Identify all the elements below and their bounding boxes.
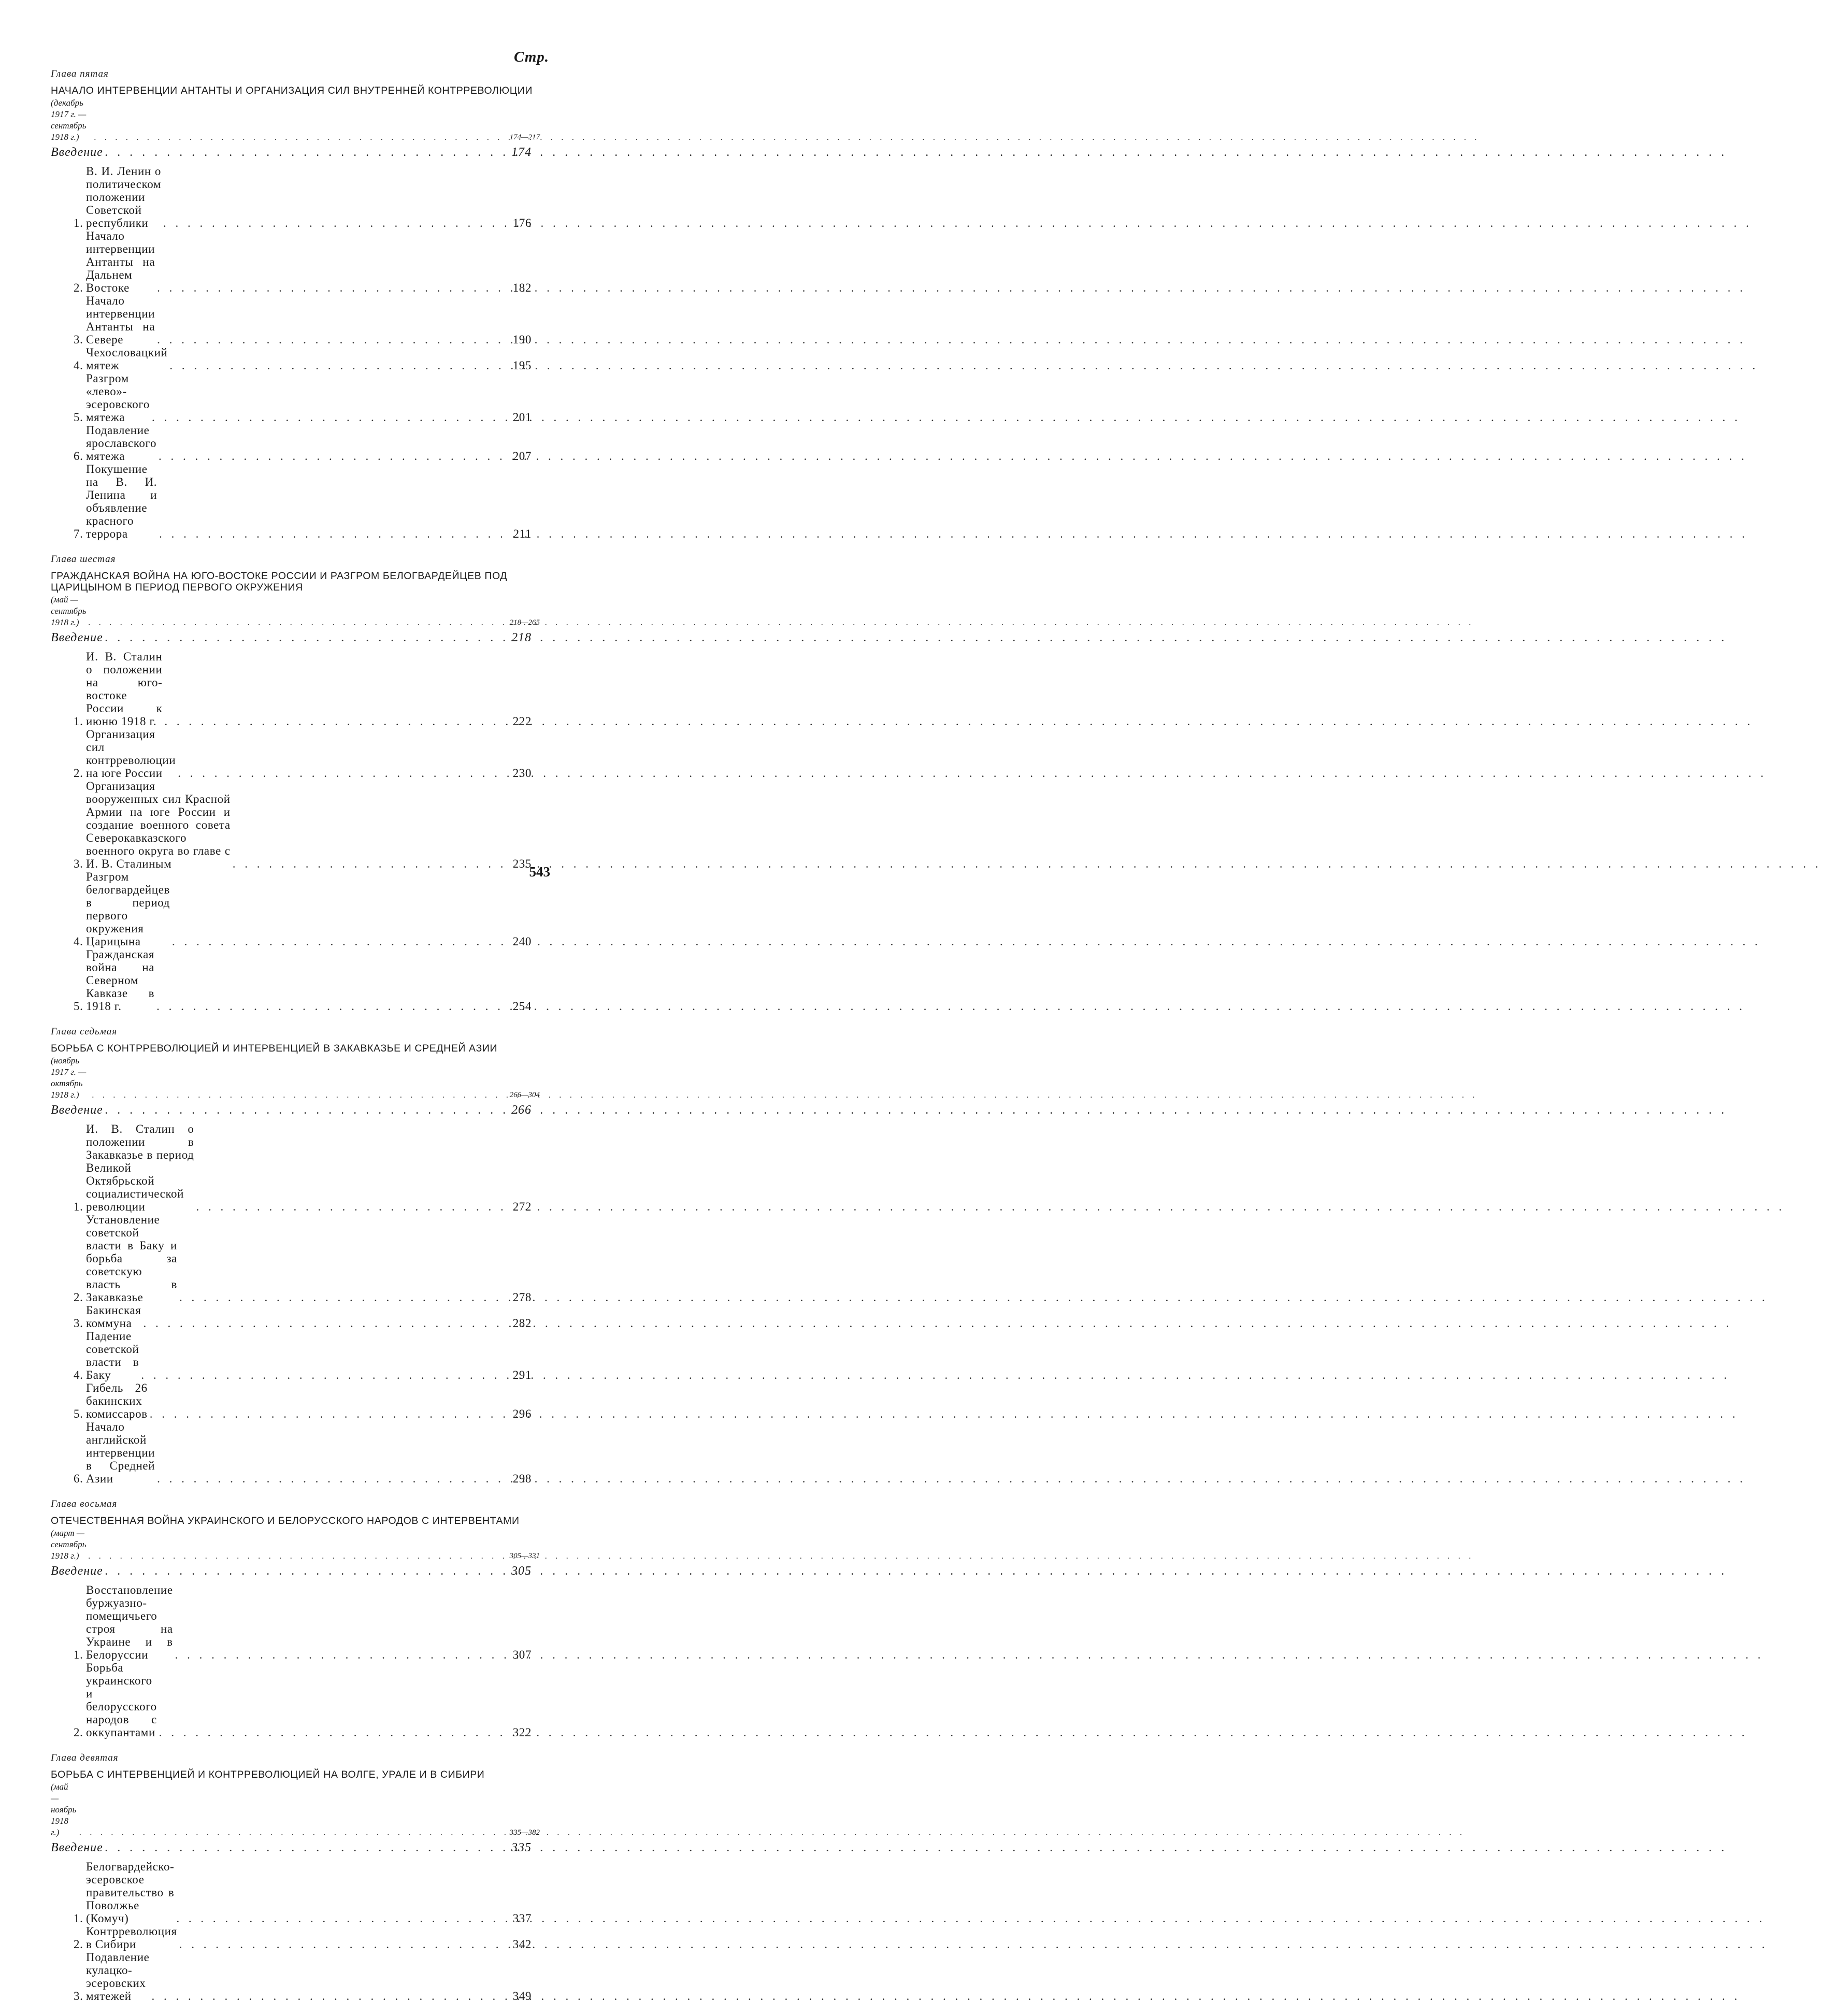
leader-dots: [196, 1200, 510, 1213]
chapter-dates-line: [51, 97, 540, 143]
entry-number: 2.: [74, 767, 83, 780]
toc-entry[interactable]: [74, 1122, 532, 1213]
intro-entry[interactable]: [51, 1564, 532, 1578]
entry-page: 195: [512, 359, 532, 372]
chapter-label: Глава восьмая: [51, 1499, 118, 1509]
entry-number: 1.: [74, 217, 83, 229]
chapter-page-range: 218—265: [509, 618, 540, 627]
entry-number: 5.: [74, 1000, 83, 1013]
entry-number: 4.: [74, 1369, 83, 1381]
leader-dots: [179, 1938, 511, 1951]
intro-page: 335: [511, 1841, 532, 1854]
entry-number: 3.: [74, 333, 83, 346]
entry-title: Организация вооруженных сил Красной Армии на юге России и создание военного совета Северокавказского военного округа во главе с И. В. Сталиным: [86, 780, 231, 870]
entry-title: Разгром «лево»-эсеровского мятежа: [86, 372, 150, 424]
chapter-dates: (ноябрь 1917 г. — октябрь 1918 г.): [51, 1056, 87, 1100]
chapter-page-range: 305—331: [509, 1552, 540, 1560]
entry-page: 182: [512, 281, 532, 294]
leader-dots: [92, 1089, 508, 1101]
entry-title: Гибель 26 бакинских комиссаров: [86, 1381, 148, 1420]
leader-dots: [159, 450, 511, 463]
entry-title: Белогвардейско-эсеровское правительство в Поволжье (Комуч): [86, 1860, 175, 1925]
leader-dots: [88, 1550, 507, 1562]
entry-page: 254: [512, 1000, 532, 1013]
entry-page: 349: [512, 1990, 532, 2003]
leader-dots: [164, 715, 510, 728]
chapter-dates-line: [51, 594, 540, 628]
toc-entry[interactable]: [74, 1381, 532, 1420]
chapter-dates-line: [51, 1055, 540, 1101]
leader-dots: [175, 1648, 511, 1661]
entry-number: 6.: [74, 1472, 83, 1485]
leader-dots: [79, 1827, 508, 1838]
intro-page: 266: [511, 1103, 532, 1117]
chapter-dates-line: [51, 1781, 540, 1838]
toc-entry[interactable]: [74, 294, 532, 346]
chapter-label: Глава седьмая: [51, 1026, 118, 1037]
entry-number: 2.: [74, 1938, 83, 1951]
leader-dots: [159, 527, 511, 540]
entry-number: 1.: [74, 1648, 83, 1661]
entry-title: Покушение на В. И. Ленина и объявление красного террора: [86, 463, 157, 540]
entry-page: 176: [512, 217, 532, 229]
toc-entry[interactable]: [74, 1925, 532, 1951]
chapter-label: Глава пятая: [51, 68, 109, 79]
toc-entry[interactable]: [74, 1420, 532, 1485]
toc-entry[interactable]: [74, 728, 532, 780]
intro-entry[interactable]: [51, 145, 532, 160]
chapter-title: НАЧАЛО ИНТЕРВЕНЦИИ АНТАНТЫ И ОРГАНИЗАЦИЯ СИЛ ВНУТРЕННЕЙ КОНТРРЕВОЛЮЦИИ: [51, 85, 533, 96]
intro-label: Введение: [51, 1841, 103, 1854]
chapter-title: БОРЬБА С ИНТЕРВЕНЦИЕЙ И КОНТРРЕВОЛЮЦИЕЙ НА ВОЛГЕ, УРАЛЕ И В СИБИРИ: [51, 1769, 485, 1780]
entry-page: 240: [512, 935, 532, 948]
leader-dots: [105, 1840, 509, 1855]
entry-page: 278: [512, 1291, 532, 1304]
page-column-header: Стр.: [513, 49, 549, 65]
leader-dots: [105, 145, 509, 160]
chapter-section: [48, 1499, 545, 1739]
entry-title: В. И. Ленин о политическом положении Советской республики: [86, 165, 162, 229]
toc-entry[interactable]: [74, 948, 532, 1013]
intro-label: Введение: [51, 1564, 103, 1578]
entry-title: Разгром белогвардейцев в период первого окружения Царицына: [86, 870, 170, 948]
toc-entry[interactable]: [74, 650, 532, 728]
leader-dots: [156, 1000, 511, 1013]
entry-title: Начало английской интервенции в Средней Азии: [86, 1420, 155, 1485]
toc-entry[interactable]: [74, 372, 532, 424]
intro-label: Введение: [51, 631, 103, 644]
chapter-dates: (май — сентябрь 1918 г.): [51, 595, 87, 627]
leader-dots: [169, 359, 510, 372]
entry-page: 222: [512, 715, 532, 728]
entry-title: Начало интервенции Антанты на Дальнем Востоке: [86, 229, 155, 294]
leader-dots: [159, 1726, 511, 1739]
table-of-contents: [48, 68, 545, 2016]
entry-page: 211: [513, 527, 532, 540]
entry-title: Борьба украинского и белорусского народов с оккупантами: [86, 1661, 157, 1739]
entry-number: 1.: [74, 1912, 83, 1925]
chapter-label: Глава девятая: [51, 1752, 119, 1763]
chapter-dates: (март — сентябрь 1918 г.): [51, 1528, 87, 1561]
entry-number: 4.: [74, 359, 83, 372]
intro-label: Введение: [51, 1103, 103, 1117]
entry-title: Контрреволюция в Сибири: [86, 1925, 177, 1951]
entry-title: Гражданская война на Северном Кавказе в 1918 г.: [86, 948, 155, 1013]
entry-page: 235: [512, 857, 532, 870]
toc-entry[interactable]: [74, 780, 532, 870]
chapter-section: [48, 1026, 545, 1485]
leader-dots: [163, 217, 511, 229]
entry-title: Восстановление буржуазно-помещичьего строя на Украине и в Белоруссии: [86, 1583, 173, 1661]
entry-number: 2.: [74, 1726, 83, 1739]
toc-entry[interactable]: [74, 1583, 532, 1661]
chapter-dates: (декабрь 1917 г. — сентябрь 1918 г.): [51, 98, 87, 142]
chapter-section: [48, 68, 545, 540]
intro-entry[interactable]: [51, 1840, 532, 1855]
entry-page: 307: [512, 1648, 532, 1661]
entry-title: Организация сил контрреволюции на юге России: [86, 728, 176, 780]
entry-title: И. В. Сталин о положении на юго-востоке России к июню 1918 г.: [86, 650, 163, 728]
toc-entry[interactable]: [74, 346, 532, 372]
page-number: 543: [529, 864, 550, 880]
entry-number: 6.: [74, 450, 83, 463]
leader-dots: [105, 1564, 509, 1578]
entry-page: 337: [512, 1912, 532, 1925]
chapter-section: [48, 554, 545, 1013]
entry-page: 282: [512, 1317, 532, 1330]
chapter-dates-line: [51, 1528, 540, 1562]
toc-entry[interactable]: [74, 1213, 532, 1304]
entry-page: 291: [512, 1369, 532, 1381]
leader-dots: [233, 857, 511, 870]
toc-entry[interactable]: [74, 165, 532, 229]
entry-page: 190: [512, 333, 532, 346]
intro-page: 218: [511, 631, 532, 644]
entry-number: 5.: [74, 1407, 83, 1420]
chapter-page-range: 174—217: [509, 133, 540, 141]
chapter-page-range: 266—304: [509, 1091, 540, 1099]
leader-dots: [157, 281, 511, 294]
entry-page: 296: [512, 1407, 532, 1420]
entry-page: 201: [512, 411, 532, 424]
entry-page: 230: [512, 767, 532, 780]
toc-entry[interactable]: [74, 1661, 532, 1739]
entry-number: 2.: [74, 281, 83, 294]
entry-page: 342: [512, 1938, 532, 1951]
toc-entry[interactable]: [74, 1330, 532, 1381]
entry-number: 5.: [74, 411, 83, 424]
leader-dots: [88, 617, 507, 628]
chapter-title: БОРЬБА С КОНТРРЕВОЛЮЦИЕЙ И ИНТЕРВЕНЦИЕЙ В ЗАКАВКАЗЬЕ И СРЕДНЕЙ АЗИИ: [51, 1043, 498, 1054]
entry-title: Начало интервенции Антанты на Севере: [86, 294, 155, 346]
chapter-title: ГРАЖДАНСКАЯ ВОЙНА НА ЮГО-ВОСТОКЕ РОССИИ И РАЗГРОМ БЕЛОГВАРДЕЙЦЕВ ПОД ЦАРИЦЫНОМ В ПЕРИОД ПЕРВОГО ОКРУЖЕНИЯ: [51, 570, 508, 593]
toc-entry[interactable]: [74, 1860, 532, 1925]
entry-title: Подавление кулацко-эсеровских мятежей: [86, 1951, 150, 2003]
entry-page: 272: [512, 1200, 532, 1213]
intro-page: 305: [511, 1564, 532, 1578]
chapter-label: Глава шестая: [51, 554, 116, 565]
toc-entry[interactable]: [74, 1304, 532, 1330]
chapter-title: ОТЕЧЕСТВЕННАЯ ВОЙНА УКРАИНСКОГО И БЕЛОРУССКОГО НАРОДОВ С ИНТЕРВЕНТАМИ: [51, 1515, 520, 1527]
entry-title: Чехословацкий мятеж: [86, 346, 168, 372]
entry-page: 322: [512, 1726, 532, 1739]
leader-dots: [141, 1369, 510, 1381]
leader-dots: [176, 1912, 510, 1925]
leader-dots: [179, 1291, 511, 1304]
entry-title: Падение советской власти в Баку: [86, 1330, 139, 1381]
entry-page: 298: [512, 1472, 532, 1485]
leader-dots: [151, 1990, 510, 2003]
entry-title: И. В. Сталин о положении в Закавказье в период Великой Октябрьской социалистической революции: [86, 1122, 194, 1213]
leader-dots: [150, 1407, 511, 1420]
toc-entry[interactable]: [74, 424, 532, 463]
leader-dots: [94, 132, 508, 143]
entry-number: 3.: [74, 1990, 83, 2003]
entry-number: 3.: [74, 1317, 83, 1330]
entry-title: Подавление ярославского мятежа: [86, 424, 157, 463]
leader-dots: [143, 1317, 510, 1330]
book-page: [0, 0, 622, 2003]
entry-number: 3.: [74, 857, 83, 870]
toc-entry[interactable]: [74, 870, 532, 948]
entry-title: Бакинская коммуна: [86, 1304, 141, 1330]
leader-dots: [178, 767, 510, 780]
leader-dots: [157, 333, 511, 346]
leader-dots: [105, 630, 509, 645]
toc-entry[interactable]: [74, 229, 532, 294]
chapter-section: [48, 1752, 545, 2003]
entry-number: 7.: [74, 527, 83, 540]
leader-dots: [152, 411, 511, 424]
entry-title: Установление советской власти в Баку и борьба за советскую власть в Закавказье: [86, 1213, 177, 1304]
toc-entry[interactable]: [74, 1951, 532, 2003]
entry-number: 1.: [74, 1200, 83, 1213]
leader-dots: [105, 1103, 509, 1117]
entry-number: 2.: [74, 1291, 83, 1304]
intro-entry[interactable]: [51, 630, 532, 645]
entry-page: 207: [512, 450, 532, 463]
leader-dots: [172, 935, 511, 948]
leader-dots: [157, 1472, 511, 1485]
intro-entry[interactable]: [51, 1103, 532, 1117]
intro-page: 174: [511, 146, 532, 159]
toc-entry[interactable]: [74, 463, 532, 540]
chapter-dates: (май — ноябрь 1918 г.): [51, 1782, 77, 1837]
entry-number: 4.: [74, 935, 83, 948]
intro-label: Введение: [51, 146, 103, 159]
chapter-page-range: 335—382: [509, 1828, 540, 1837]
entry-number: 1.: [74, 715, 83, 728]
